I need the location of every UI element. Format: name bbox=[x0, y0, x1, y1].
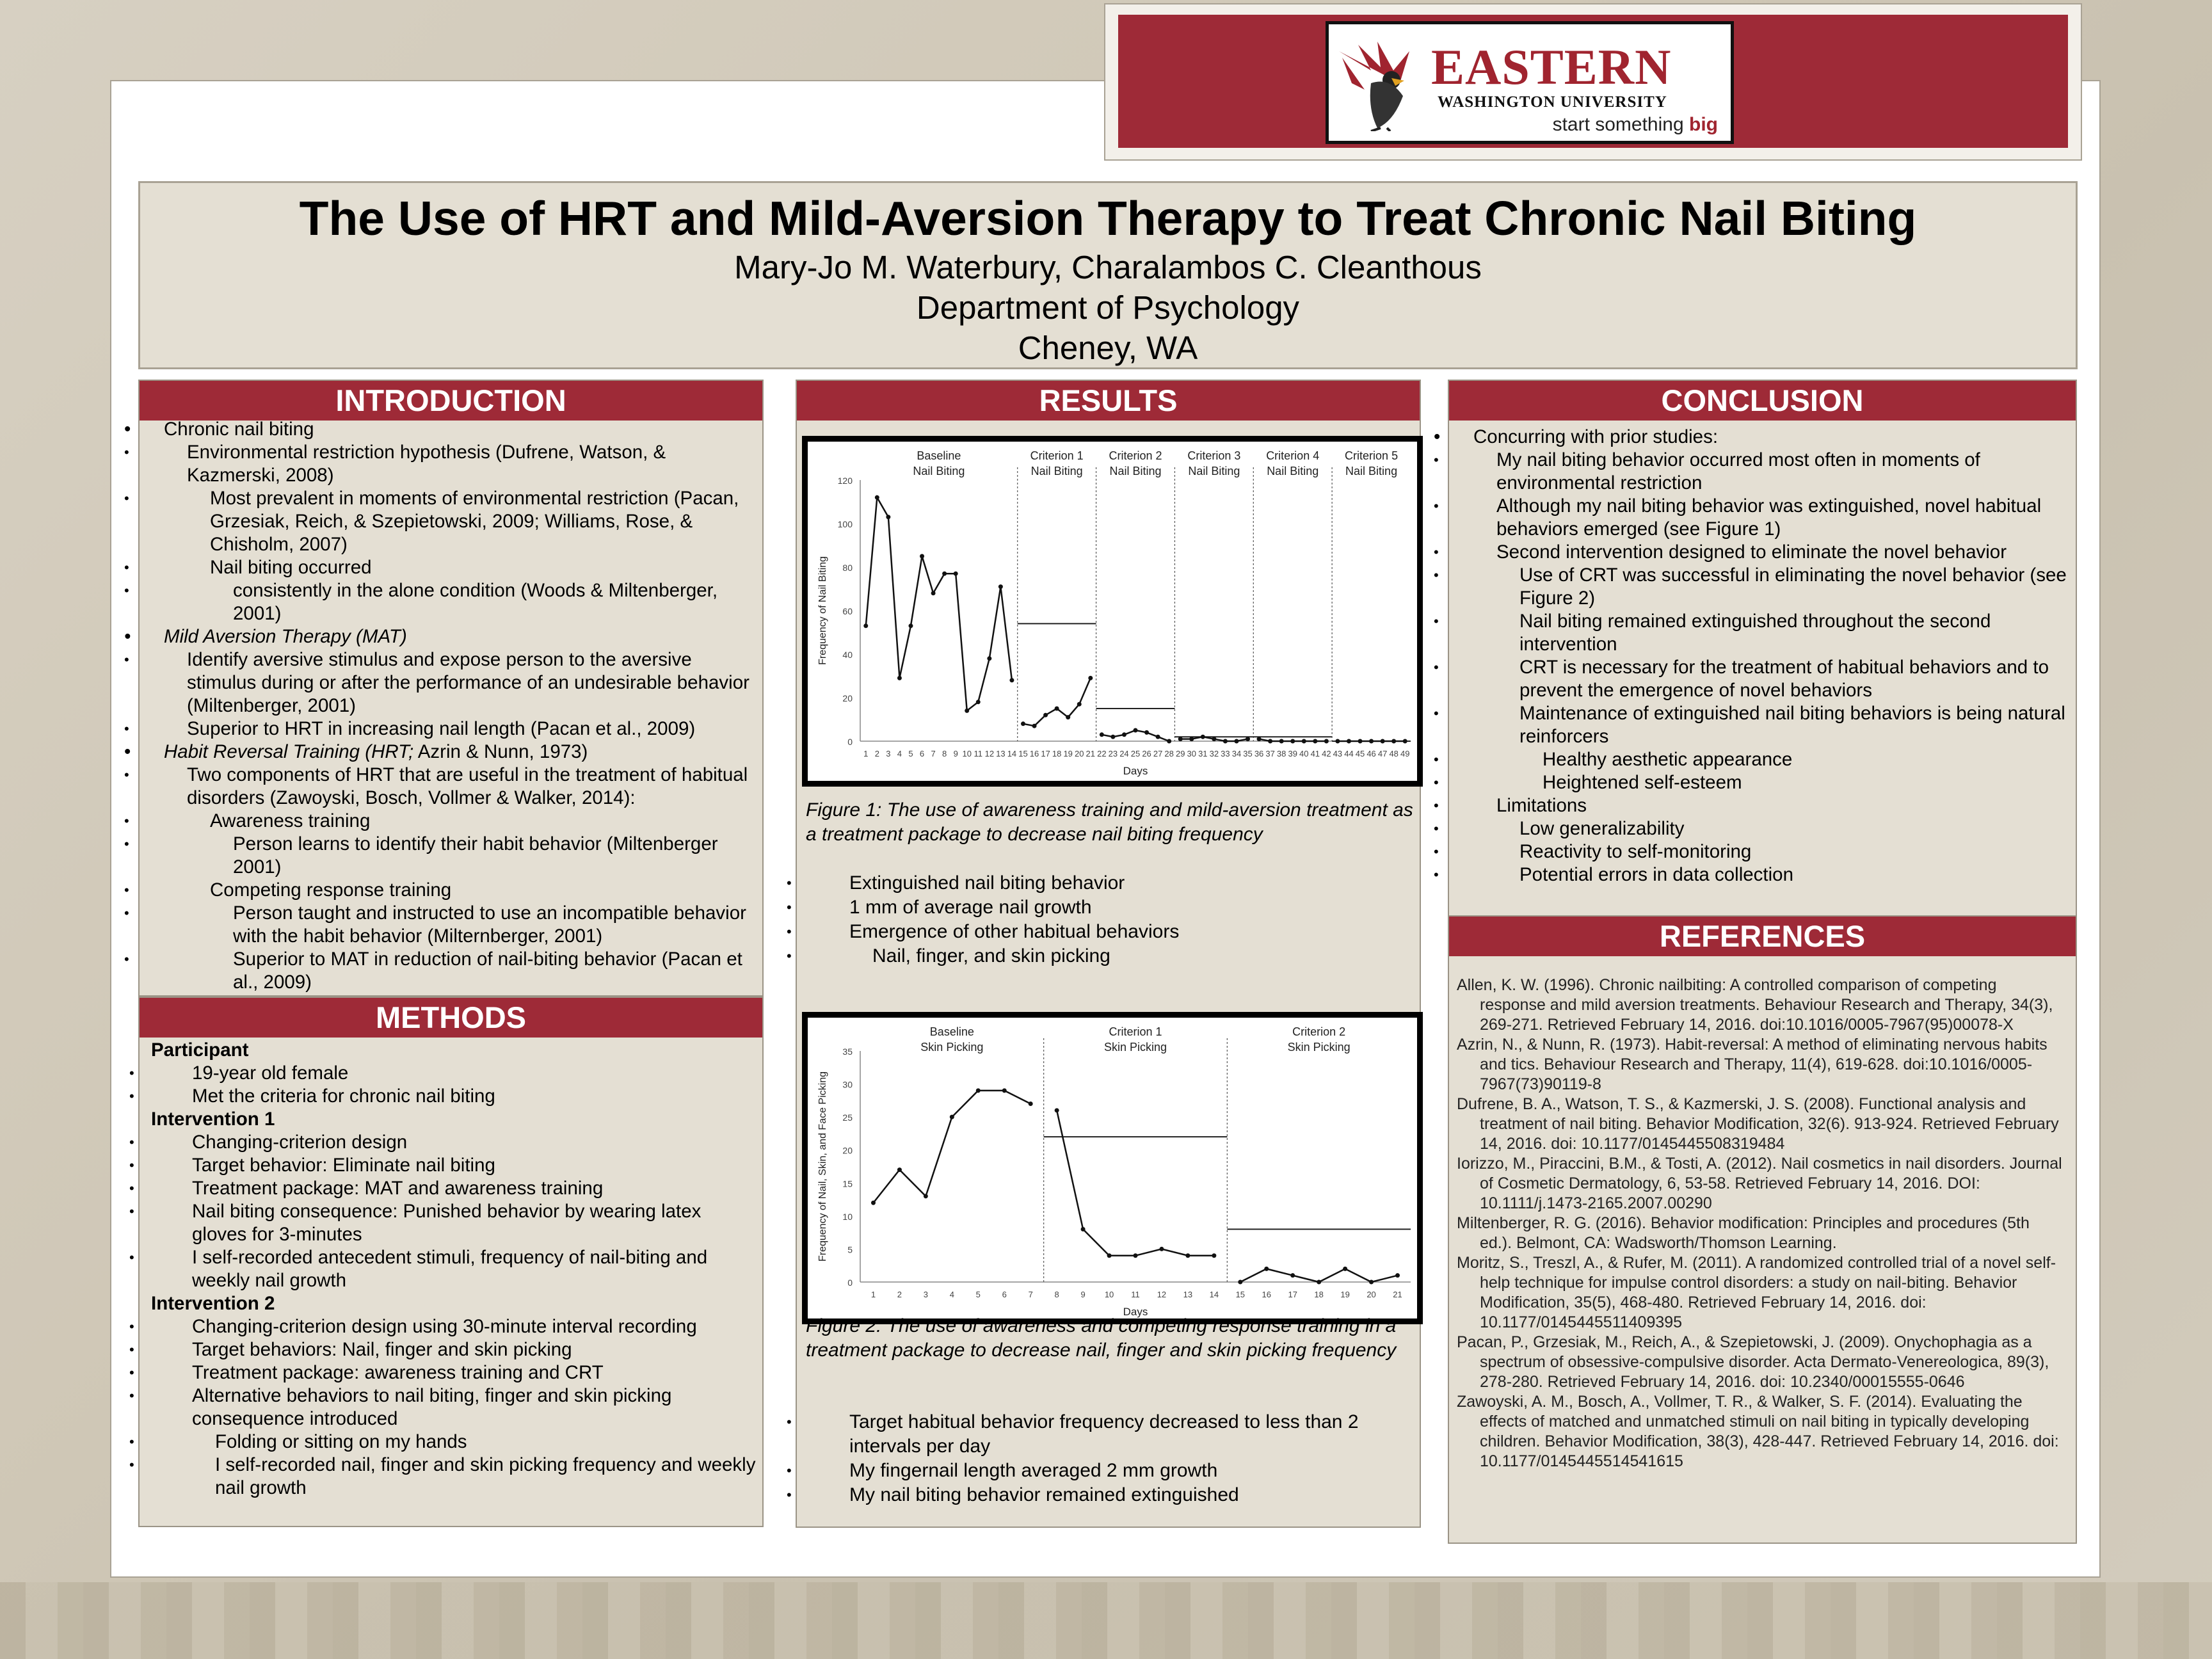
x-tick-label: 9 bbox=[1080, 1290, 1086, 1299]
phase-label: Nail Biting bbox=[913, 465, 965, 477]
data-point bbox=[1335, 739, 1340, 744]
list-item: • Identify aversive stimulus and expose person to the aversive stimulus during or after the performance of an undesirable behavior (Miltenberger, 2001) bbox=[141, 648, 755, 717]
introduction-panel bbox=[138, 380, 764, 997]
list-item: • Treatment package: MAT and awareness training bbox=[146, 1177, 760, 1200]
data-point bbox=[1290, 739, 1295, 744]
x-tick-label: 20 bbox=[1366, 1290, 1376, 1299]
list-item: • Treatment package: awareness training and CRT bbox=[146, 1361, 760, 1384]
x-tick-label: 3 bbox=[886, 749, 891, 758]
methods-list bbox=[146, 1039, 760, 1500]
x-tick-label: 14 bbox=[1209, 1290, 1219, 1299]
y-tick-label: 15 bbox=[842, 1178, 853, 1189]
results-heading: RESULTS bbox=[797, 381, 1420, 421]
list-item: • Nail biting consequence: Punished behavior by wearing latex gloves for 3-minutes bbox=[146, 1200, 760, 1246]
phase-label: Skin Picking bbox=[1287, 1041, 1350, 1054]
x-tick-label: 6 bbox=[919, 749, 925, 758]
skin-picking-chart bbox=[808, 1018, 1417, 1318]
data-point bbox=[1381, 739, 1385, 744]
x-tick-label: 1 bbox=[863, 749, 869, 758]
y-tick-label: 20 bbox=[842, 1145, 853, 1156]
y-tick-label: 80 bbox=[842, 563, 853, 573]
y-tick-label: 5 bbox=[847, 1244, 853, 1255]
list-item: • Person learns to identify their habit behavior (Miltenberger 2001) bbox=[141, 833, 755, 879]
list-item: Participant bbox=[151, 1039, 249, 1061]
list-item: • Nail biting remained extinguished throughout the second intervention bbox=[1450, 610, 2069, 656]
list-item: • Met the criteria for chronic nail biting bbox=[146, 1085, 760, 1108]
x-tick-label: 2 bbox=[897, 1290, 902, 1299]
location: Cheney, WA bbox=[1018, 330, 1198, 366]
introduction-heading: INTRODUCTION bbox=[140, 381, 762, 421]
logo-subtitle: WASHINGTON UNIVERSITY bbox=[1438, 93, 1667, 111]
data-point bbox=[908, 623, 913, 628]
x-tick-label: 42 bbox=[1322, 749, 1331, 758]
logo-wordmark: EASTERN bbox=[1431, 39, 1672, 95]
list-item: • Target habitual behavior frequency decreased to less than 2 intervals per day bbox=[803, 1410, 1411, 1459]
list-item: • Target behavior: Eliminate nail biting bbox=[146, 1154, 760, 1177]
x-tick-label: 25 bbox=[1130, 749, 1141, 758]
series-line bbox=[866, 497, 1012, 710]
data-point bbox=[920, 554, 924, 559]
x-tick-label: 5 bbox=[908, 749, 913, 758]
x-tick-label: 33 bbox=[1221, 749, 1230, 758]
y-tick-label: 60 bbox=[842, 606, 853, 616]
phase-label: Criterion 5 bbox=[1345, 449, 1399, 462]
reference-item: Pacan, P., Grzesiak, M., Reich, A., & Szepietowski, J. (2009). Onychophagia as a spectrum of obsessive-compulsive disorder. Acta Dermato-Venereologica, 89(3), 278-280. Retrieved February 14, 2016. doi: 10.2340/00015555-0646 bbox=[1457, 1333, 2049, 1391]
figure-1-findings bbox=[803, 871, 1411, 968]
references-heading: REFERENCES bbox=[1449, 917, 2076, 956]
data-point bbox=[965, 709, 969, 713]
x-tick-label: 30 bbox=[1187, 749, 1196, 758]
data-point bbox=[1223, 739, 1228, 744]
series-line bbox=[1057, 1110, 1214, 1256]
data-point bbox=[1212, 1253, 1216, 1258]
introduction-list bbox=[141, 418, 755, 994]
data-point bbox=[1201, 735, 1205, 739]
data-point bbox=[1081, 1227, 1086, 1231]
data-point bbox=[1234, 739, 1238, 744]
list-item: • Person taught and instructed to use an incompatible behavior with the habit behavior (Milternberger, 2001) bbox=[141, 902, 755, 948]
x-tick-label: 26 bbox=[1142, 749, 1151, 758]
data-point bbox=[1317, 1280, 1321, 1285]
list-item: • My fingernail length averaged 2 mm growth bbox=[803, 1459, 1411, 1483]
data-point bbox=[886, 515, 890, 519]
x-tick-label: 44 bbox=[1344, 749, 1354, 758]
list-item: • Most prevalent in moments of environmental restriction (Pacan, Grzesiak, Reich, & Szepietowski, 2009; Williams, Rose, & Chisholm, 2007) bbox=[141, 487, 755, 556]
list-item: • Maintenance of extinguished nail biting behaviors is being natural reinforcers bbox=[1450, 702, 2069, 748]
x-tick-label: 46 bbox=[1366, 749, 1376, 758]
data-point bbox=[976, 700, 981, 704]
data-point bbox=[998, 584, 1003, 589]
x-tick-label: 24 bbox=[1119, 749, 1129, 758]
phase-label: Nail Biting bbox=[1030, 465, 1083, 477]
y-tick-label: 30 bbox=[842, 1079, 853, 1090]
department: Department of Psychology bbox=[916, 289, 1300, 326]
reference-item: Azrin, N., & Nunn, R. (1973). Habit-reversal: A method of eliminating nervous habits and tics. Behaviour Research and Therapy, 11(4), 619-628. doi:10.1016/0005-7967(73)90119-8 bbox=[1457, 1036, 2048, 1093]
data-point bbox=[1302, 739, 1306, 744]
x-tick-label: 37 bbox=[1265, 749, 1275, 758]
phase-label: Baseline bbox=[917, 449, 961, 462]
x-tick-label: 17 bbox=[1288, 1290, 1297, 1299]
series-line bbox=[1023, 678, 1090, 726]
phase-label: Criterion 2 bbox=[1109, 449, 1162, 462]
x-tick-label: 36 bbox=[1254, 749, 1264, 758]
data-point bbox=[1347, 739, 1351, 744]
data-point bbox=[1134, 1253, 1138, 1258]
reference-item: Iorizzo, M., Piraccini, B.M., & Tosti, A. (2012). Nail cosmetics in nail disorders. Journal of Cosmetic Dermatology, 6, 53-58. Retrieved February 14, 2016. DOI: 10.1111/j.1473-2165.2007.00290 bbox=[1457, 1155, 2062, 1212]
phase-label: Nail Biting bbox=[1345, 465, 1398, 477]
data-point bbox=[1134, 728, 1138, 733]
y-tick-label: 100 bbox=[837, 519, 853, 529]
data-point bbox=[1009, 678, 1014, 682]
reference-item: Allen, K. W. (1996). Chronic nailbiting: A controlled comparison of competing response and mild aversion treatments. Behaviour Research and Therapy, 34(3), 269-271. Retrieved February 14, 2016. doi:10.1016/0005-7967(95)00078-X bbox=[1457, 976, 2053, 1034]
phase-label: Criterion 4 bbox=[1266, 449, 1320, 462]
x-tick-label: 22 bbox=[1097, 749, 1107, 758]
x-tick-label: 38 bbox=[1276, 749, 1286, 758]
data-point bbox=[1159, 1247, 1164, 1251]
data-point bbox=[1178, 737, 1183, 741]
list-item: • Changing-criterion design using 30-minute interval recording bbox=[146, 1315, 760, 1338]
list-item: • Nail biting occurred bbox=[141, 556, 755, 579]
x-tick-label: 21 bbox=[1086, 749, 1096, 758]
x-tick-label: 6 bbox=[1002, 1290, 1007, 1299]
list-item: • Although my nail biting behavior was extinguished, novel habitual behaviors emerged (see Figure 1) bbox=[1450, 495, 2069, 541]
data-point bbox=[1238, 1280, 1242, 1285]
x-tick-label: 15 bbox=[1018, 749, 1028, 758]
x-tick-label: 13 bbox=[996, 749, 1006, 758]
x-tick-label: 19 bbox=[1340, 1290, 1350, 1299]
figure-1 bbox=[802, 436, 1423, 787]
reference-item: Moritz, S., Treszl, A., & Rufer, M. (2011). A randomized controlled trial of a novel self-help technique for impulse control disorders: a study on nail-biting. Behavior Modification, 35(5), 468-480. Retrieved February 14, 2016. doi: 10.1177/0145445511409395 bbox=[1457, 1254, 2056, 1331]
x-tick-label: 18 bbox=[1052, 749, 1062, 758]
y-axis-label: Frequency of Nail, Skin, and Face Picking bbox=[817, 1071, 828, 1262]
data-point bbox=[1212, 737, 1216, 741]
data-point bbox=[1264, 1267, 1269, 1271]
x-tick-label: 16 bbox=[1029, 749, 1039, 758]
y-tick-label: 25 bbox=[842, 1112, 853, 1123]
methods-heading: METHODS bbox=[140, 998, 762, 1038]
list-item: • Heightened self-esteem bbox=[1450, 771, 2069, 794]
conclusion-heading: CONCLUSION bbox=[1449, 381, 2076, 421]
x-tick-label: 21 bbox=[1393, 1290, 1402, 1299]
data-point bbox=[1343, 1267, 1347, 1271]
list-item: • consistently in the alone condition (Woods & Miltenberger, 2001) bbox=[141, 579, 755, 625]
list-item: • Folding or sitting on my hands bbox=[146, 1431, 760, 1454]
data-point bbox=[863, 623, 868, 628]
reference-item: Zawoyski, A. M., Bosch, A., Vollmer, T. R., & Walker, S. F. (2014). Evaluating the effects of matched and unmatched stimuli on nail biting in typically developing children. Behavior Modification, 38(3), 428-447. Retrieved February 14, 2016. doi: 10.1177/0145445514541615 bbox=[1457, 1393, 2059, 1470]
phase-label: Nail Biting bbox=[1188, 465, 1240, 477]
y-tick-label: 40 bbox=[842, 650, 853, 660]
list-item: • My nail biting behavior occurred most often in moments of environmental restriction bbox=[1450, 449, 2069, 495]
y-tick-label: 10 bbox=[842, 1211, 853, 1222]
phase-label: Baseline bbox=[929, 1025, 974, 1038]
x-tick-label: 29 bbox=[1175, 749, 1185, 758]
data-point bbox=[1043, 713, 1048, 717]
list-item: • Emergence of other habitual behaviors bbox=[803, 920, 1411, 944]
data-point bbox=[987, 656, 991, 661]
list-item: • Chronic nail biting bbox=[141, 418, 755, 441]
title-block bbox=[138, 181, 2078, 369]
logo-tagline: start something big bbox=[1552, 114, 1718, 135]
y-tick-label: 20 bbox=[842, 693, 853, 703]
poster-title: The Use of HRT and Mild-Aversion Therapy to Treat Chronic Nail Biting bbox=[299, 191, 1917, 245]
phase-label: Skin Picking bbox=[920, 1041, 984, 1054]
data-point bbox=[897, 1167, 902, 1172]
phase-label: Nail Biting bbox=[1109, 465, 1162, 477]
data-point bbox=[954, 572, 958, 576]
x-tick-label: 45 bbox=[1355, 749, 1365, 758]
x-tick-label: 8 bbox=[942, 749, 947, 758]
references-list bbox=[1457, 975, 2065, 1471]
phase-label: Criterion 1 bbox=[1030, 449, 1084, 462]
x-tick-label: 32 bbox=[1209, 749, 1219, 758]
data-point bbox=[1189, 737, 1194, 741]
reference-item: Miltenberger, R. G. (2016). Behavior modification: Principles and procedures (5th ed.). Belmont, CA: Wadsworth/Thomson Learning. bbox=[1457, 1214, 2030, 1252]
x-tick-label: 34 bbox=[1231, 749, 1242, 758]
eagle-icon bbox=[1333, 32, 1429, 131]
data-point bbox=[1324, 739, 1329, 744]
x-tick-label: 48 bbox=[1389, 749, 1399, 758]
x-tick-label: 1 bbox=[870, 1290, 876, 1299]
x-axis-label: Days bbox=[1123, 1306, 1148, 1318]
data-point bbox=[1313, 739, 1317, 744]
x-tick-label: 4 bbox=[897, 749, 902, 758]
phase-label: Criterion 3 bbox=[1187, 449, 1241, 462]
series-line bbox=[873, 1091, 1030, 1203]
x-tick-label: 9 bbox=[953, 749, 958, 758]
logo-frame bbox=[1104, 3, 2082, 161]
data-point bbox=[1369, 1280, 1374, 1285]
list-item: • Awareness training bbox=[141, 810, 755, 833]
data-point bbox=[1055, 707, 1059, 711]
list-item: • Target behaviors: Nail, finger and skin picking bbox=[146, 1338, 760, 1361]
list-item: • Changing-criterion design bbox=[146, 1131, 760, 1154]
x-tick-label: 14 bbox=[1007, 749, 1017, 758]
list-item: • Reactivity to self-monitoring bbox=[1450, 840, 2069, 863]
list-item: • Low generalizability bbox=[1450, 817, 2069, 840]
data-point bbox=[1167, 739, 1171, 744]
university-logo bbox=[1326, 21, 1734, 144]
data-point bbox=[1066, 715, 1070, 719]
x-tick-label: 7 bbox=[1028, 1290, 1033, 1299]
x-tick-label: 10 bbox=[1104, 1290, 1114, 1299]
list-item: • 1 mm of average nail growth bbox=[803, 895, 1411, 920]
list-item: • Alternative behaviors to nail biting, finger and skin picking consequence introduced bbox=[146, 1384, 760, 1431]
list-item: • Nail, finger, and skin picking bbox=[803, 944, 1411, 968]
data-point bbox=[1279, 739, 1284, 744]
x-tick-label: 31 bbox=[1198, 749, 1208, 758]
list-item: • Mild Aversion Therapy (MAT) bbox=[141, 625, 755, 648]
data-point bbox=[871, 1201, 876, 1205]
logo-banner bbox=[1118, 15, 2068, 148]
data-point bbox=[897, 676, 902, 680]
x-tick-label: 16 bbox=[1262, 1290, 1271, 1299]
figure-2-caption: Figure 2: The use of awareness and competing response training in a treatment package to decrease nail, finger and skin picking frequency bbox=[806, 1315, 1397, 1361]
data-point bbox=[1358, 739, 1363, 744]
data-point bbox=[1156, 735, 1160, 739]
data-point bbox=[1077, 702, 1082, 707]
list-item: • Environmental restriction hypothesis (Dufrene, Watson, & Kazmerski, 2008) bbox=[141, 441, 755, 487]
x-tick-label: 47 bbox=[1377, 749, 1388, 758]
list-item: • Superior to MAT in reduction of nail-biting behavior (Pacan et al., 2009) bbox=[141, 948, 755, 994]
list-item: • Concurring with prior studies: bbox=[1450, 426, 2069, 449]
data-point bbox=[1391, 739, 1396, 744]
list-item: • Potential errors in data collection bbox=[1450, 863, 2069, 886]
methods-panel bbox=[138, 997, 764, 1527]
x-tick-label: 7 bbox=[931, 749, 936, 758]
data-point bbox=[1002, 1088, 1007, 1093]
list-item: • I self-recorded antecedent stimuli, frequency of nail-biting and weekly nail growth bbox=[146, 1246, 760, 1292]
x-tick-label: 12 bbox=[984, 749, 995, 758]
x-tick-label: 19 bbox=[1063, 749, 1073, 758]
list-item: • Healthy aesthetic appearance bbox=[1450, 748, 2069, 771]
x-tick-label: 8 bbox=[1054, 1290, 1059, 1299]
list-item: • Competing response training bbox=[141, 879, 755, 902]
data-point bbox=[1369, 739, 1374, 744]
y-tick-label: 35 bbox=[842, 1046, 853, 1057]
results-panel bbox=[796, 380, 1421, 1528]
phase-label: Nail Biting bbox=[1267, 465, 1319, 477]
x-tick-label: 11 bbox=[1131, 1290, 1140, 1299]
data-point bbox=[931, 591, 936, 595]
list-item: • My nail biting behavior remained extinguished bbox=[803, 1483, 1411, 1507]
data-point bbox=[875, 495, 879, 500]
list-item: • Habit Reversal Training (HRT; Azrin & Nunn, 1973) bbox=[141, 741, 755, 764]
conclusion-list bbox=[1450, 426, 2069, 886]
background-band bbox=[0, 1582, 2212, 1659]
data-point bbox=[1029, 1102, 1033, 1106]
x-tick-label: 28 bbox=[1164, 749, 1174, 758]
nail-biting-chart bbox=[808, 442, 1417, 781]
list-item: • I self-recorded nail, finger and skin picking frequency and weekly nail growth bbox=[146, 1454, 760, 1500]
x-tick-label: 41 bbox=[1310, 749, 1320, 758]
data-point bbox=[1185, 1253, 1190, 1258]
data-point bbox=[1088, 676, 1093, 680]
data-point bbox=[1257, 737, 1262, 741]
data-point bbox=[1246, 737, 1250, 741]
x-tick-label: 49 bbox=[1400, 749, 1410, 758]
x-tick-label: 35 bbox=[1243, 749, 1253, 758]
data-point bbox=[1403, 739, 1407, 744]
phase-label: Criterion 1 bbox=[1109, 1025, 1162, 1038]
x-tick-label: 2 bbox=[874, 749, 879, 758]
data-point bbox=[1144, 730, 1149, 735]
x-tick-label: 12 bbox=[1157, 1290, 1167, 1299]
x-tick-label: 4 bbox=[949, 1290, 954, 1299]
data-point bbox=[1395, 1273, 1400, 1278]
x-tick-label: 43 bbox=[1333, 749, 1343, 758]
y-tick-label: 120 bbox=[837, 476, 853, 486]
y-axis-label: Frequency of Nail Biting bbox=[817, 556, 828, 665]
list-item: • 19-year old female bbox=[146, 1062, 760, 1085]
list-item: Intervention 2 bbox=[151, 1293, 275, 1314]
data-point bbox=[1107, 1253, 1112, 1258]
list-item: • Limitations bbox=[1450, 794, 2069, 817]
x-tick-label: 20 bbox=[1075, 749, 1084, 758]
figure-2-findings bbox=[803, 1410, 1411, 1507]
data-point bbox=[976, 1088, 981, 1093]
data-point bbox=[1032, 724, 1037, 728]
data-point bbox=[924, 1194, 928, 1198]
x-tick-label: 18 bbox=[1314, 1290, 1324, 1299]
x-tick-label: 10 bbox=[962, 749, 972, 758]
x-tick-label: 15 bbox=[1235, 1290, 1246, 1299]
figure-2 bbox=[802, 1012, 1423, 1324]
x-axis-label: Days bbox=[1123, 765, 1148, 777]
x-tick-label: 40 bbox=[1299, 749, 1309, 758]
list-item: • Use of CRT was successful in eliminating the novel behavior (see Figure 2) bbox=[1450, 564, 2069, 610]
data-point bbox=[1100, 732, 1104, 737]
data-point bbox=[1290, 1273, 1295, 1278]
x-tick-label: 13 bbox=[1183, 1290, 1193, 1299]
x-tick-label: 23 bbox=[1108, 749, 1118, 758]
data-point bbox=[950, 1115, 954, 1119]
references-panel bbox=[1448, 915, 2077, 1544]
list-item: • Superior to HRT in increasing nail length (Pacan et al., 2009) bbox=[141, 717, 755, 741]
figure-1-caption: Figure 1: The use of awareness training and mild-aversion treatment as a treatment package to decrease nail biting frequency bbox=[806, 799, 1413, 845]
data-point bbox=[1110, 735, 1115, 739]
list-item: • Extinguished nail biting behavior bbox=[803, 871, 1411, 895]
data-point bbox=[1055, 1108, 1059, 1112]
list-item: • Second intervention designed to eliminate the novel behavior bbox=[1450, 541, 2069, 564]
x-tick-label: 17 bbox=[1041, 749, 1050, 758]
y-tick-label: 0 bbox=[847, 1278, 853, 1288]
x-tick-label: 39 bbox=[1288, 749, 1297, 758]
phase-label: Criterion 2 bbox=[1292, 1025, 1346, 1038]
x-tick-label: 27 bbox=[1153, 749, 1163, 758]
list-item: • CRT is necessary for the treatment of habitual behaviors and to prevent the emergence of novel behaviors bbox=[1450, 656, 2069, 702]
authors: Mary-Jo M. Waterbury, Charalambos C. Cleanthous bbox=[734, 249, 1482, 285]
reference-item: Dufrene, B. A., Watson, T. S., & Kazmerski, J. S. (2008). Functional analysis and treatment of nail biting. Behavior Modification, 32(6). 913-924. Retrieved February 14, 2016. doi: 10.1177/0145445508319484 bbox=[1457, 1095, 2059, 1153]
list-item: Intervention 1 bbox=[151, 1109, 275, 1130]
data-point bbox=[1268, 739, 1272, 744]
list-item: • Two components of HRT that are useful in the treatment of habitual disorders (Zawoyski, Bosch, Vollmer & Walker, 2014): bbox=[141, 764, 755, 810]
data-point bbox=[1021, 721, 1025, 726]
data-point bbox=[1122, 732, 1126, 737]
phase-label: Skin Picking bbox=[1103, 1041, 1167, 1054]
y-tick-label: 0 bbox=[847, 737, 853, 747]
x-tick-label: 11 bbox=[974, 749, 983, 758]
conclusion-panel bbox=[1448, 380, 2077, 920]
x-tick-label: 5 bbox=[975, 1290, 981, 1299]
x-tick-label: 3 bbox=[923, 1290, 928, 1299]
data-point bbox=[942, 572, 947, 576]
